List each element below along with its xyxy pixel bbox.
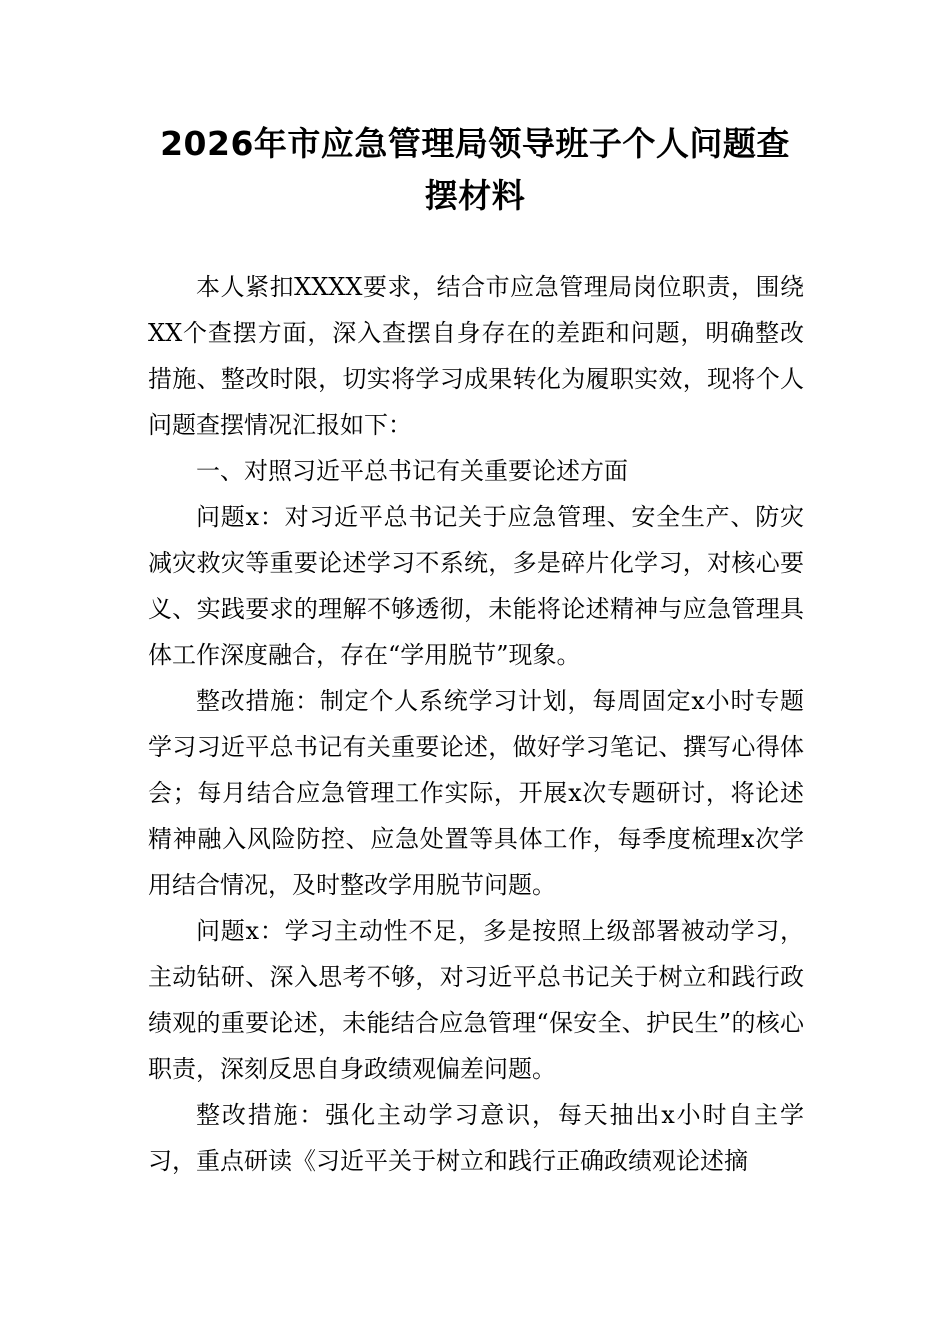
rectification-paragraph: 整改措施：制定个人系统学习计划，每周固定x小时专题学习习近平总书记有关重要论述，做好学习笔记、撰写心得体会；每月结合应急管理工作实际，开展x次专题研讨，将论述精神融入风险防控、应急处置等具体工作，每季度梳理x次学用结合情况，及时整改学用脱节问题。 xyxy=(148,687,804,899)
problem-paragraph: 问题x：学习主动性不足，多是按照上级部署被动学习，主动钻研、深入思考不够，对习近平总书记关于树立和践行政绩观的重要论述，未能结合应急管理“保安全、护民生”的核心职责，深刻反思自身政绩观偏差问题。 xyxy=(148,917,804,1083)
title-line-1: 2026年市应急管理局领导班子个人问题查 xyxy=(160,124,790,163)
intro-paragraph: 本人紧扣XXXX要求，结合市应急管理局岗位职责，围绕XX个查摆方面，深入查摆自身存在的差距和问题，明确整改措施、整改时限，切实将学习成果转化为履职实效，现将个人问题查摆情况汇报如下： xyxy=(148,273,804,439)
document-title xyxy=(150,118,800,222)
problem-paragraph: 问题x：对习近平总书记关于应急管理、安全生产、防灾减灾救灾等重要论述学习不系统，多是碎片化学习，对核心要义、实践要求的理解不够透彻，未能将论述精神与应急管理具体工作深度融合，存在“学用脱节”现象。 xyxy=(148,503,804,669)
document-body xyxy=(148,264,804,1184)
section-heading: 一、对照习近平总书记有关重要论述方面 xyxy=(196,457,628,485)
title-line-2: 摆材料 xyxy=(424,176,526,215)
rectification-paragraph: 整改措施：强化主动学习意识，每天抽出x小时自主学习，重点研读《习近平关于树立和践行正确政绩观论述摘 xyxy=(148,1101,804,1175)
